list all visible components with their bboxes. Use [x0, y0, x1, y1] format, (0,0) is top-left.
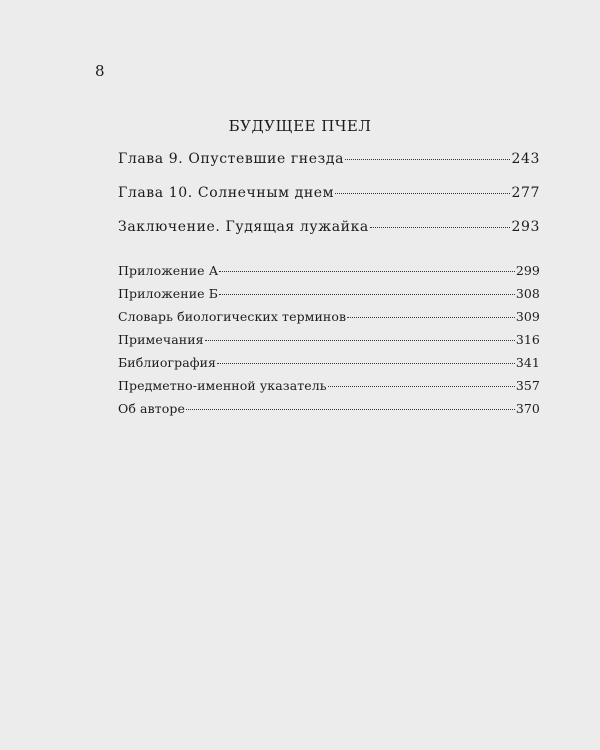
dot-leader — [217, 363, 515, 364]
dot-leader — [186, 409, 515, 410]
toc-entry-chapter-9[interactable] — [118, 151, 540, 167]
toc-entry-appendix-a[interactable] — [118, 263, 540, 278]
toc-entry-page: 299 — [515, 263, 540, 278]
dot-leader — [345, 159, 510, 160]
toc-entry-page: 293 — [511, 219, 540, 235]
toc-entry-page: 341 — [515, 355, 540, 370]
toc-entry-page: 308 — [515, 286, 540, 301]
toc-entry-page: 277 — [511, 185, 540, 201]
toc-entry-index[interactable] — [118, 378, 540, 393]
toc-entry-conclusion[interactable] — [118, 219, 540, 235]
dot-leader — [370, 227, 511, 228]
toc-entry-label: Примечания — [118, 332, 204, 347]
toc-entry-label: Глава 9. Опустевшие гнезда — [118, 151, 345, 167]
toc-entry-page: 316 — [515, 332, 540, 347]
dot-leader — [328, 386, 515, 387]
toc-entry-appendix-b[interactable] — [118, 286, 540, 301]
toc-entry-label: Приложение Б — [118, 286, 219, 301]
page-number: 8 — [95, 62, 105, 80]
toc-entry-label: Библиография — [118, 355, 217, 370]
toc-entry-notes[interactable] — [118, 332, 540, 347]
toc-entry-page: 370 — [515, 401, 540, 416]
toc-entry-page: 309 — [515, 309, 540, 324]
toc-entry-label: Предметно-именной указатель — [118, 378, 327, 393]
dot-leader — [335, 193, 510, 194]
dot-leader — [219, 271, 515, 272]
toc-entry-page: 243 — [511, 151, 540, 167]
dot-leader — [219, 294, 515, 295]
toc-entry-glossary[interactable] — [118, 309, 540, 324]
dot-leader — [205, 340, 515, 341]
toc-entry-label: Глава 10. Солнечным днем — [118, 185, 335, 201]
toc-entry-label: Словарь биологических терминов — [118, 309, 347, 324]
toc-entry-chapter-10[interactable] — [118, 185, 540, 201]
toc-entry-bibliography[interactable] — [118, 355, 540, 370]
toc-entry-label: Об авторе — [118, 401, 185, 416]
toc-entry-page: 357 — [515, 378, 540, 393]
section-title: БУДУЩЕЕ ПЧЕЛ — [228, 117, 372, 135]
toc-entry-label: Приложение А — [118, 263, 219, 278]
toc-entry-about-author[interactable] — [118, 401, 540, 416]
toc-entry-label: Заключение. Гудящая лужайка — [118, 219, 369, 235]
dot-leader — [347, 317, 515, 318]
